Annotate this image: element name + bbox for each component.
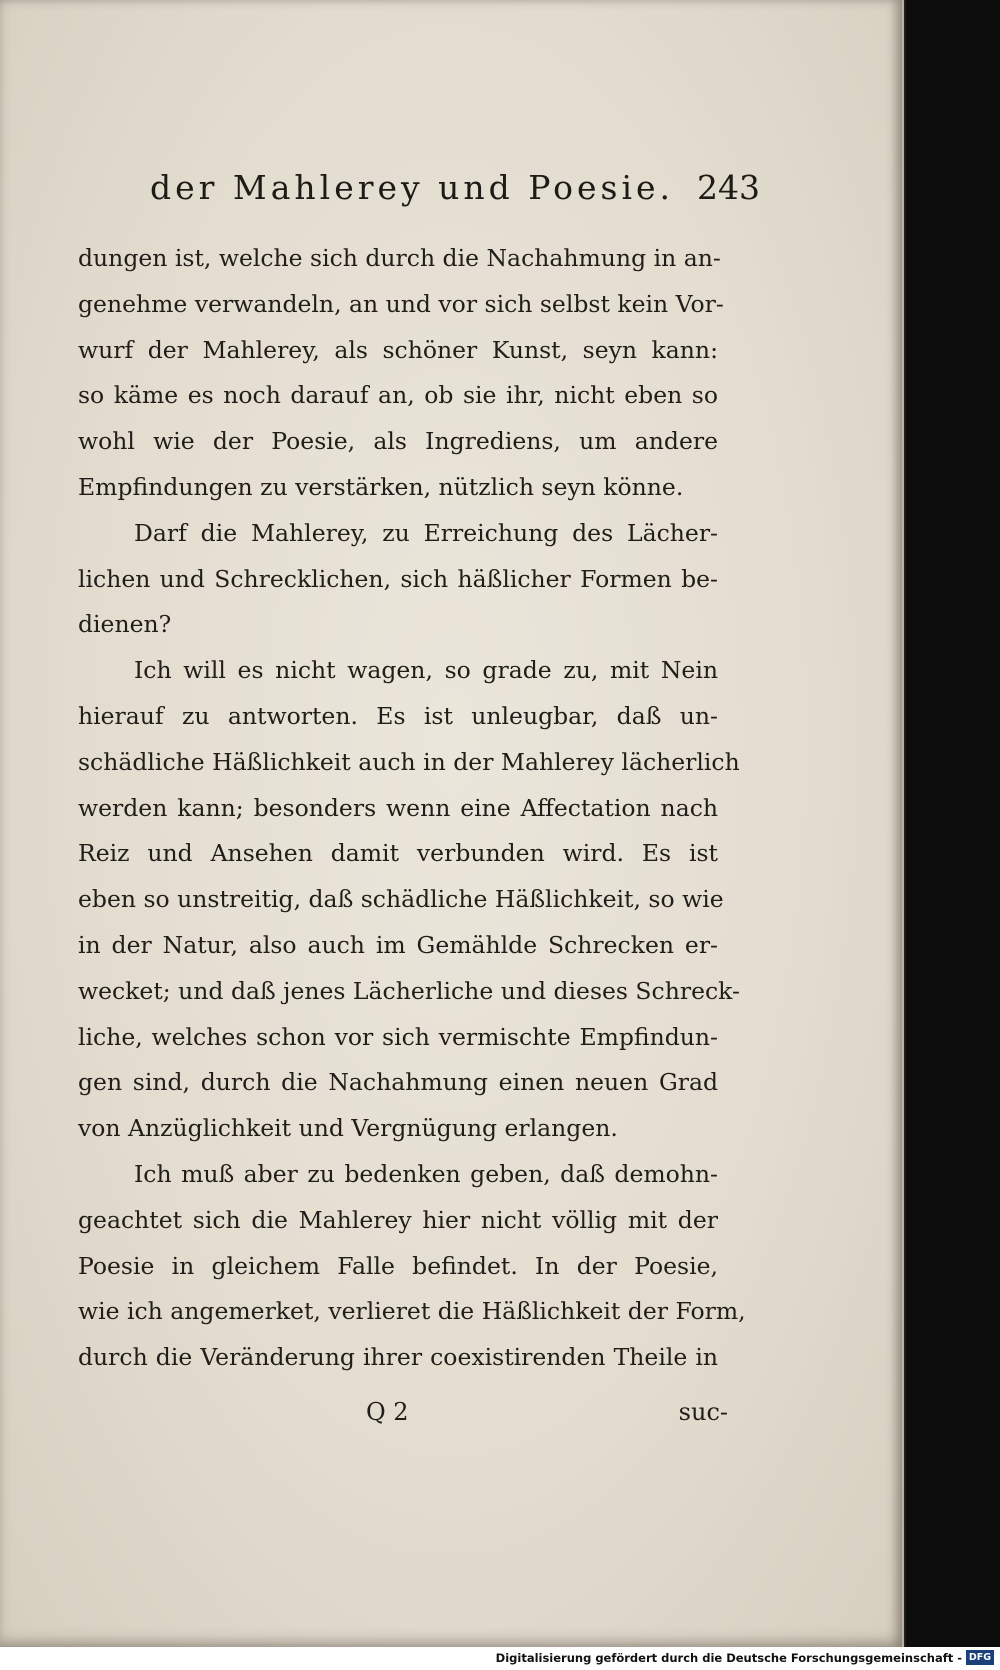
text-line: von Anzüglichkeit und Vergnügung erlangen. <box>78 1114 618 1143</box>
page-header <box>150 168 760 218</box>
body-text <box>78 236 746 1381</box>
text-line: Darf die Mahlerey, zu Erreichung des Lächer- <box>134 518 718 547</box>
text-line: Ich muß aber zu bedenken geben, daß demohn- <box>134 1159 718 1188</box>
text-line: eben so unstreitig, daß schädliche Häßlichkeit, so wie <box>78 885 724 914</box>
text-line: dungen ist, welche sich durch die Nachahmung in an- <box>78 244 721 272</box>
page-footer <box>78 1398 728 1438</box>
text-line: gen sind, durch die Nachahmung einen neuen Grad <box>78 1068 718 1097</box>
text-line: dienen? <box>78 610 172 639</box>
text-line: in der Natur, also auch im Gemählde Schrecken er- <box>78 930 718 959</box>
page-number: 243 <box>697 168 760 207</box>
dfg-logo-icon: DFG <box>966 1650 994 1665</box>
text-line: durch die Veränderung ihrer coexistirenden Theile in <box>78 1343 718 1372</box>
credit-bar <box>0 1647 1000 1670</box>
text-line: geachtet sich die Mahlerey hier nicht völlig mit der <box>78 1205 718 1234</box>
signature-mark: Q 2 <box>366 1398 409 1426</box>
text-line: Reiz und Ansehen damit verbunden wird. Es ist <box>78 839 718 868</box>
text-line: Ich will es nicht wagen, so grade zu, mit Nein <box>134 656 718 685</box>
text-line: wurf der Mahlerey, als schöner Kunst, seyn kann: <box>78 335 718 364</box>
funding-credit: Digitalisierung gefördert durch die Deutsche Forschungsgemeinschaft - <box>495 1651 962 1665</box>
text-line: hierauf zu antworten. Es ist unleugbar, daß un- <box>78 701 718 730</box>
text-line: wie ich angemerket, verlieret die Häßlichkeit der Form, <box>78 1297 746 1326</box>
text-line: Poesie in gleichem Falle befindet. In der Poesie, <box>78 1251 718 1280</box>
text-line: schädliche Häßlichkeit auch in der Mahlerey lächerlich <box>78 747 740 776</box>
text-line: lichen und Schrecklichen, sich häßlicher Formen be- <box>78 564 718 593</box>
text-line: werden kann; besonders wenn eine Affectation nach <box>78 793 718 822</box>
running-title: der Mahlerey und Poesie. <box>150 168 675 207</box>
text-line: wecket; und daß jenes Lächerliche und dieses Schreck- <box>78 976 740 1005</box>
text-line: liche, welches schon vor sich vermischte Empfindun- <box>78 1022 718 1051</box>
text-line: genehme verwandeln, an und vor sich selbst kein Vor- <box>78 289 724 318</box>
text-line: wohl wie der Poesie, als Ingrediens, um andere <box>78 427 718 456</box>
text-line: Empfindungen zu verstärken, nützlich seyn könne. <box>78 472 684 501</box>
text-line: so käme es noch darauf an, ob sie ihr, nicht eben so <box>78 381 718 410</box>
catchword: suc- <box>678 1398 728 1426</box>
